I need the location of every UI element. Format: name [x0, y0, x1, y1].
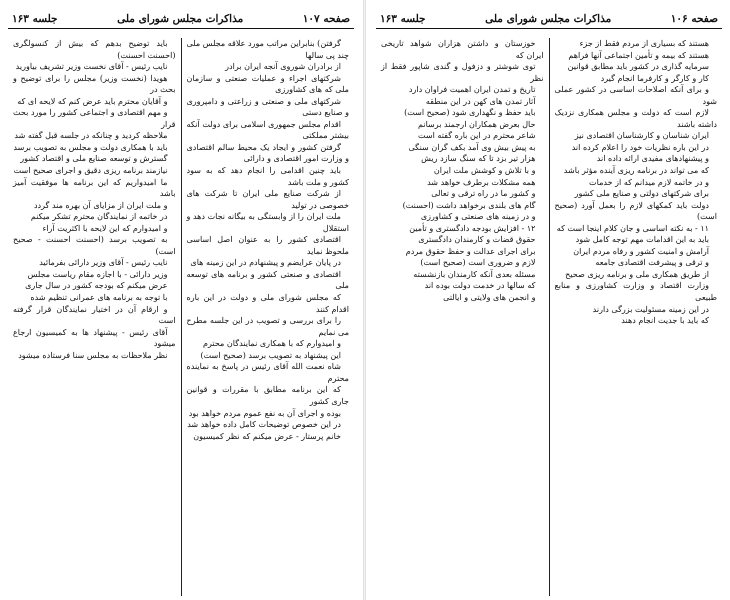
left-page-right-column — [182, 38, 355, 596]
text-line: باید چنین اقدامی را انجام دهد که به سود کشور و ملت باشد — [186, 166, 349, 187]
text-line: هزار تیر بزد تا که سنگ سازد ریش — [421, 154, 536, 164]
text-line: ۱۱ - به نکته اساسی و جان کلام اینجا است که — [556, 223, 709, 233]
text-line: و امیدوارم که این لایحه با اکثریت آراء — [42, 223, 168, 233]
text-line: اقتصادی کشور را به عنوان اصل اساسی ملحوظ نماید — [186, 235, 349, 256]
left-journal-title: مذاکرات مجلس شورای ملی — [117, 13, 244, 25]
text-line: مسئله بعدی آنکه کارمندان بازنشسته — [413, 269, 536, 279]
text-line: برای اجرای عدالت و حفظ حقوق مردم — [405, 246, 536, 256]
text-line: ملاحظه کردید و چنانکه در جلسه قبل گفته شد — [14, 131, 168, 141]
text-line: سرمایه گذاری در کشور باید مطابق قوانین — [567, 62, 709, 72]
text-line: آثار تمدن های کهن در این منطقه — [425, 96, 536, 106]
text-line: و آقایان محترم باید عرض کنم که لایحه ای که — [17, 96, 168, 106]
text-line: لازم است که دولت و مجلس همکاری نزدیک داشته باشند — [554, 108, 717, 129]
text-line: شرکتهای اجراء و عملیات صنعتی و سازمان ملی که های کشاورزی — [186, 73, 349, 95]
text-line: باید به این اقدامات مهم توجه کامل شود — [575, 235, 709, 245]
right-page-columns — [376, 38, 722, 596]
text-line: شرکتهای ملی و صنعتی و زراعتی و دامپروری و صنایع دستی — [186, 96, 349, 118]
text-line: که می تواند در برنامه ریزی آینده مؤثر باشد — [563, 166, 709, 176]
text-line: بوده و اجرای آن به نفع عموم مردم خواهد بود — [188, 408, 341, 418]
text-line: در خاتمه از نمایندگان محترم تشکر میکنم — [30, 212, 168, 222]
text-line: حال بعرض همکاران ارجمند برسانم — [418, 119, 536, 129]
right-page-number: صفحه ۱۰۶ — [670, 13, 718, 25]
left-page — [0, 0, 364, 600]
text-line: خوزستان و داشتن هزاران شواهد تاریخی ایران که — [381, 39, 544, 60]
text-line: شاعر محترم در این باره گفته است — [417, 131, 536, 141]
text-line: و ترقی و پیشرفت اقتصادی جامعه — [595, 258, 709, 268]
text-line: و ارقام آن در اختیار نمایندگان قرار گرفته است — [13, 304, 176, 326]
left-page-number: صفحه ۱۰۷ — [302, 13, 350, 25]
text-line: حقوق قضات و کارمندان دادگستری — [418, 235, 536, 245]
text-line: نایب رئیس - آقای نخست وزیر تشریف بیاورید — [15, 62, 168, 72]
text-line: با توجه به برنامه های عمرانی تنظیم شده — [30, 293, 168, 303]
text-line: هستند که بسیاری از مردم فقط از جزء — [579, 39, 709, 48]
text-line: اقتصادی و صنعتی کشور و برنامه های توسعه ملی — [186, 269, 349, 291]
right-page-left-column — [376, 38, 549, 596]
text-line: هستند که بیمه و تأمین اجتماعی آنها فراهم — [568, 50, 709, 60]
text-line: کار و کارگر و کارفرما انجام گیرد — [600, 73, 709, 83]
text-line: و برای آنکه اصلاحات اساسی در کشور عملی شود — [554, 85, 717, 106]
text-line: و ملت ایران از مزایای آن بهره مند گردد — [33, 200, 168, 210]
text-line: در این زمینه مسئولیت بزرگی دارند — [592, 304, 709, 314]
text-line: آرامش و امنیت کشور و رفاه مردم ایران — [573, 246, 709, 256]
text-line: و انجمن های ولایتی و ایالتی — [443, 293, 536, 303]
right-journal-title: مذاکرات مجلس شورای ملی — [485, 13, 612, 25]
text-line: دولت باید کمکهای لازم را بعمل آورد (صحیح است) — [554, 200, 717, 222]
text-line: ما امیدواریم که این برنامه ها موفقیت آمیز باشد — [13, 177, 176, 199]
text-line: نایب رئیس - آقای وزیر دارائی بفرمائید — [39, 258, 168, 268]
text-line: تاریخ و تمدن ایران اهمیت فراوان دارد — [408, 85, 536, 95]
text-line: نیازمند برنامه ریزی دقیق و اجرای صحیح است — [13, 166, 168, 176]
text-line: همه مشکلات برطرف خواهد شد — [427, 177, 536, 187]
text-line: از برادران شوروی آنجه ایران برادر — [225, 62, 341, 72]
text-line: این پیشنهاد به تصویب برسد (صحیح است) — [200, 350, 341, 360]
text-line: ۱۲ - افزایش بودجه دادگستری و تأمین — [409, 223, 536, 233]
text-line: که باید با جدیت انجام دهند — [621, 316, 709, 326]
right-page-header — [376, 10, 722, 29]
text-line: را برای بررسی و تصویب در این جلسه مطرح می نمایم — [186, 316, 349, 337]
left-page-header — [8, 10, 354, 29]
left-session-label: جلسه ۱۶۳ — [12, 13, 58, 25]
text-line: که مجلس شورای ملی و دولت در این باره اقدام کنند — [186, 293, 349, 314]
text-line: و کشور ما در راه ترقی و تعالی — [431, 189, 536, 199]
text-line: و با تلاش و کوشش ملت ایران — [433, 166, 536, 176]
text-line: به تصویب برسد (احسنت احسنت - صحیح است) — [13, 235, 176, 256]
right-page-right-column — [550, 38, 723, 596]
text-line: در این باره نظریات خود را اعلام کرده اند — [571, 142, 709, 152]
text-line: به پیش بیش وی آمد بکف گران سنگی — [408, 142, 536, 152]
text-line: باید توضیح بدهم که بیش از کنسولگری (احسنت احسنت) — [13, 39, 176, 60]
text-line: لازم و ضروری است (صحیح است) — [420, 258, 536, 268]
text-line: توی شوشتر و دزفول و گندی شاپور فقط از نظر — [381, 62, 544, 83]
text-line: که سالها در خدمت دولت بوده اند — [424, 281, 536, 291]
text-line: که این برنامه مطابق با مقررات و قوانین جاری کشور — [186, 385, 349, 406]
text-line: باید حفظ و نگهداری شود (صحیح است) — [404, 108, 536, 118]
text-line: و در خاتمه لازم میدانم که از خدمات — [589, 177, 709, 187]
text-line: خانم پرستار - عرض میکنم که نظر کمیسیون — [193, 431, 341, 441]
text-line: در پایان عرایضم و پیشنهادم در این زمینه های — [190, 258, 341, 268]
right-session-label: جلسه ۱۶۳ — [380, 13, 426, 25]
text-line: شاه نعمت الله آقای رئیس در پاسخ به نماینده محترم — [186, 362, 349, 383]
text-line: وزارت اقتصاد و وزارت کشاورزی و منابع طبیعی — [554, 281, 717, 303]
text-line: گرفتن کشور و ایجاد یک محیط سالم اقتصادی و وزارت امور اقتصادی و دارائی — [186, 142, 349, 164]
text-line: برای شرکتهای دولتی و صنایع ملی کشور — [574, 189, 709, 199]
text-line: و امیدوارم که با همکاری نمایندگان محترم — [202, 339, 341, 349]
left-page-left-column — [8, 38, 181, 596]
text-line: گام های بلندی برخواهد داشت (احسنت) — [402, 200, 536, 210]
text-line: وزیر دارائی - با اجازه مقام ریاست مجلس — [27, 269, 168, 279]
text-line: ملت ایران را از وابستگی به بیگانه نجات دهد و استقلال — [186, 212, 349, 233]
text-line: گرفتن) بنابراین مراتب مورد علاقه مجلس ملی چند پی سالها — [186, 39, 349, 60]
right-page — [366, 0, 730, 600]
text-line: ایران شناسان و کارشناسان اقتصادی نیز — [574, 131, 709, 141]
left-page-columns — [8, 38, 354, 596]
text-line: اقدام مجلس جمهوری اسلامی برای دولت آنکه بیشتر مملکتی — [186, 119, 349, 141]
text-line: از شرکت صنایع ملی ایران تا شرکت های خصوصی در تولید — [186, 189, 349, 210]
text-line: عرض میکنم که بودجه کشور در سال جاری — [25, 281, 168, 291]
text-line: هویدا (نخست وزیر) مجلس را برای توضیح و بحث در — [13, 73, 176, 95]
text-line: در این خصوص توضیحات کامل داده خواهد شد — [187, 420, 341, 430]
text-line: و مهم اقتصادی و اجتماعی کشور را مورد بحث قرار — [13, 108, 176, 129]
text-line: باید با همکاری دولت و مجلس به تصویب برسد — [13, 142, 168, 152]
text-line: و در زمینه های صنعتی و کشاورزی — [420, 212, 536, 222]
text-line: از طریق همکاری ملی و برنامه ریزی صحیح — [565, 269, 709, 279]
text-line: گسترش و توسعه صنایع ملی و اقتصاد کشور — [20, 154, 168, 164]
text-line: نظر ملاحظات به مجلس سنا فرستاده میشود — [18, 350, 168, 360]
text-line: آقای رئیس - پیشنهاد ها به کمیسیون ارجاع میشود — [13, 327, 176, 349]
text-line: و پیشنهادهای مفیدی ارائه داده اند — [596, 154, 709, 164]
